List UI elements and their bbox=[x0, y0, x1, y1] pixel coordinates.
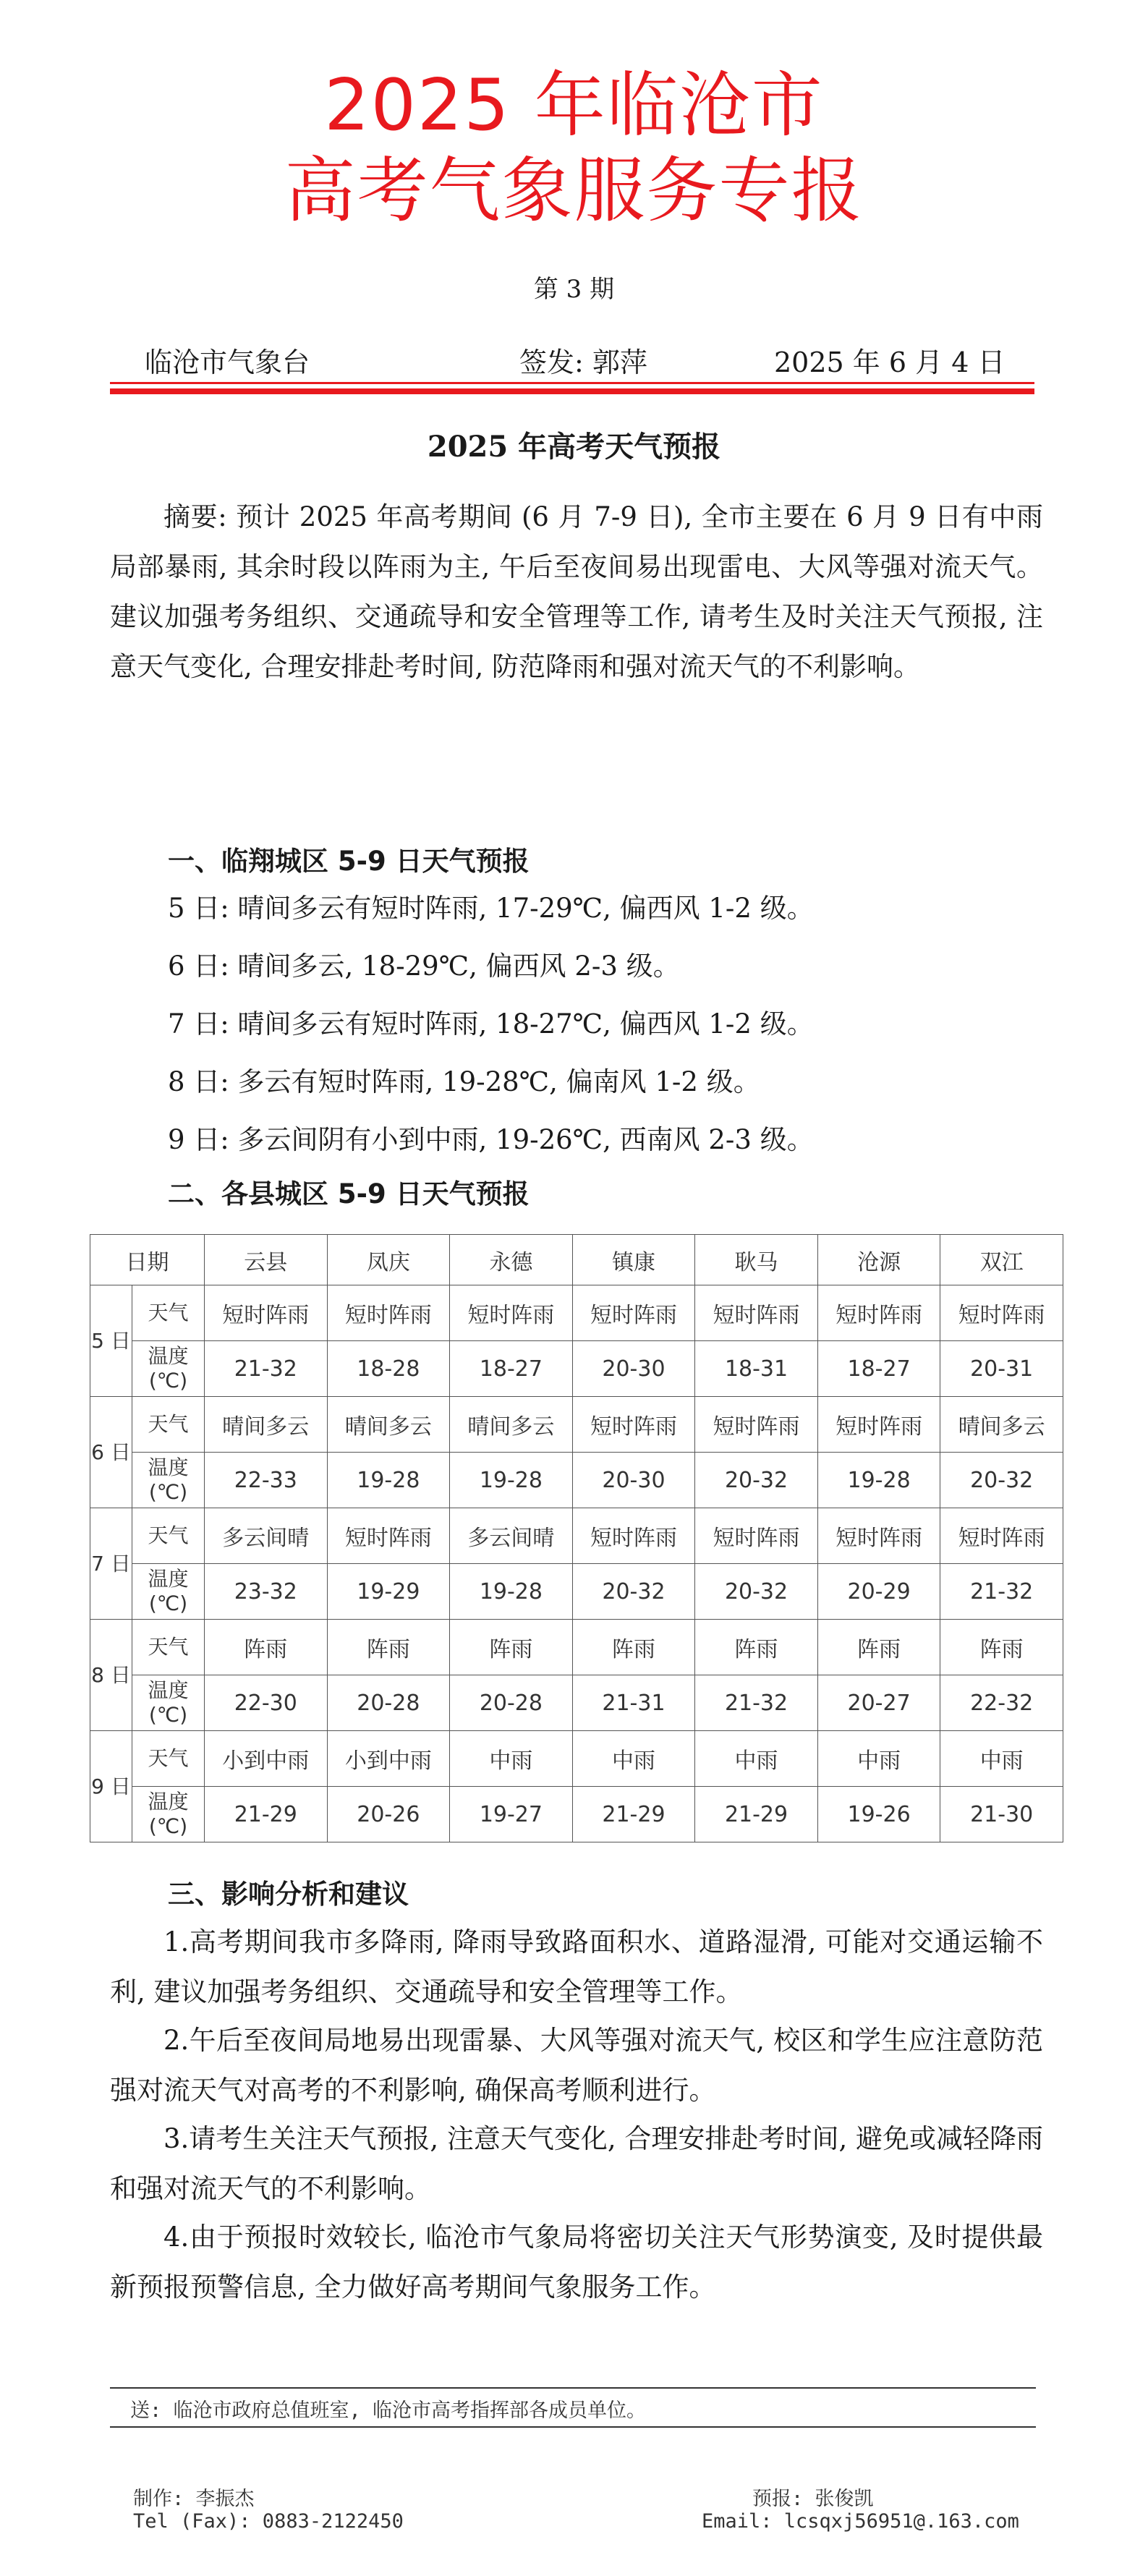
weather-cell: 阵雨 bbox=[817, 1620, 940, 1675]
county-header: 双江 bbox=[940, 1235, 1063, 1285]
weather-cell: 短时阵雨 bbox=[695, 1508, 818, 1564]
weather-cell: 晴间多云 bbox=[450, 1397, 573, 1453]
day-label: 9 日 bbox=[90, 1731, 132, 1842]
weather-cell: 小到中雨 bbox=[327, 1731, 450, 1787]
temperature-cell: 18-27 bbox=[450, 1341, 573, 1397]
temperature-cell: 18-27 bbox=[817, 1341, 940, 1397]
forecaster: 预报: 张俊凯 bbox=[752, 2488, 874, 2510]
weather-cell: 晴间多云 bbox=[327, 1397, 450, 1453]
temperature-cell: 22-33 bbox=[205, 1453, 328, 1508]
temperature-cell: 20-31 bbox=[940, 1341, 1063, 1397]
temperature-cell: 18-31 bbox=[695, 1341, 818, 1397]
weather-cell: 中雨 bbox=[940, 1731, 1063, 1787]
temperature-cell: 19-27 bbox=[450, 1787, 573, 1842]
temperature-label: 温度 (℃) bbox=[132, 1787, 205, 1842]
county-forecast-table bbox=[90, 1234, 1063, 1842]
weather-cell: 阵雨 bbox=[572, 1620, 695, 1675]
weather-cell: 多云间晴 bbox=[450, 1508, 573, 1564]
temperature-cell: 19-28 bbox=[450, 1453, 573, 1508]
weather-row bbox=[90, 1285, 1063, 1341]
city-forecast-line: 7 日: 晴间多云有短时阵雨, 18-27℃, 偏西风 1-2 级。 bbox=[168, 1008, 814, 1040]
weather-cell: 阵雨 bbox=[450, 1620, 573, 1675]
weather-cell: 中雨 bbox=[450, 1731, 573, 1787]
city-forecast-line: 9 日: 多云间阴有小到中雨, 19-26℃, 西南风 2-3 级。 bbox=[168, 1124, 814, 1155]
weather-row bbox=[90, 1731, 1063, 1787]
temperature-cell: 21-32 bbox=[205, 1341, 328, 1397]
county-header: 云县 bbox=[205, 1235, 328, 1285]
abstract-paragraph: 摘要: 预计 2025 年高考期间 (6 月 7-9 日), 全市主要在 6 月 9 日有中雨局部暴雨, 其余时段以阵雨为主, 午后至夜间易出现雷电、大风等强对流天气。建议加强考务组织、交通疏导和安全管理等工作, 请考生及时关注天气预报, 注意天气变化, 合理安排赴考时间, 防范降雨和强对流天气的不利影响。 bbox=[110, 501, 1043, 682]
temperature-cell: 20-32 bbox=[940, 1453, 1063, 1508]
temperature-cell: 23-32 bbox=[205, 1564, 328, 1620]
temperature-cell: 19-26 bbox=[817, 1787, 940, 1842]
temperature-row bbox=[90, 1787, 1063, 1842]
city-forecast-line: 5 日: 晴间多云有短时阵雨, 17-29℃, 偏西风 1-2 级。 bbox=[168, 893, 814, 924]
report-title-line2: 高考气象服务专报 bbox=[284, 150, 864, 232]
temperature-label: 温度 (℃) bbox=[132, 1675, 205, 1731]
temperature-cell: 19-28 bbox=[327, 1453, 450, 1508]
weather-cell: 短时阵雨 bbox=[572, 1285, 695, 1341]
header-divider-thin bbox=[110, 382, 1034, 384]
temperature-cell: 22-30 bbox=[205, 1675, 328, 1731]
temperature-cell: 20-32 bbox=[695, 1564, 818, 1620]
weather-cell: 短时阵雨 bbox=[695, 1397, 818, 1453]
weather-cell: 短时阵雨 bbox=[327, 1508, 450, 1564]
temperature-cell: 21-31 bbox=[572, 1675, 695, 1731]
report-title-line1: 2025 年临沧市 bbox=[324, 64, 824, 147]
weather-row bbox=[90, 1620, 1063, 1675]
weather-label: 天气 bbox=[132, 1285, 205, 1341]
county-header: 沧源 bbox=[817, 1235, 940, 1285]
header-divider-thick bbox=[110, 388, 1034, 394]
weather-cell: 阵雨 bbox=[695, 1620, 818, 1675]
weather-row bbox=[90, 1508, 1063, 1564]
weather-cell: 短时阵雨 bbox=[572, 1397, 695, 1453]
temperature-cell: 18-28 bbox=[327, 1341, 450, 1397]
weather-label: 天气 bbox=[132, 1731, 205, 1787]
issuing-organization: 临沧市气象台 bbox=[145, 347, 310, 378]
weather-cell: 小到中雨 bbox=[205, 1731, 328, 1787]
weather-cell: 中雨 bbox=[572, 1731, 695, 1787]
weather-cell: 短时阵雨 bbox=[817, 1508, 940, 1564]
section2-heading: 二、各县城区 5-9 日天气预报 bbox=[168, 1178, 530, 1210]
weather-cell: 短时阵雨 bbox=[817, 1397, 940, 1453]
issue-date: 2025 年 6 月 4 日 bbox=[774, 347, 1005, 378]
advice-item: 1.高考期间我市多降雨, 降雨导致路面积水、道路湿滑, 可能对交通运输不利, 建议加强考务组织、交通疏导和安全管理等工作。 bbox=[110, 1926, 1043, 2007]
weather-cell: 多云间晴 bbox=[205, 1508, 328, 1564]
temperature-cell: 21-29 bbox=[572, 1787, 695, 1842]
weather-label: 天气 bbox=[132, 1397, 205, 1453]
weather-cell: 短时阵雨 bbox=[572, 1508, 695, 1564]
county-header: 镇康 bbox=[572, 1235, 695, 1285]
weather-cell: 阵雨 bbox=[327, 1620, 450, 1675]
day-label: 8 日 bbox=[90, 1620, 132, 1731]
temperature-cell: 21-29 bbox=[205, 1787, 328, 1842]
advice-item: 3.请考生关注天气预报, 注意天气变化, 合理安排赴考时间, 避免或减轻降雨和强对流天气的不利影响。 bbox=[110, 2123, 1043, 2204]
temperature-cell: 21-32 bbox=[695, 1675, 818, 1731]
contact-email: Email: lcsqxj56951@.163.com bbox=[702, 2510, 1019, 2533]
temperature-cell: 19-28 bbox=[817, 1453, 940, 1508]
weather-cell: 阵雨 bbox=[940, 1620, 1063, 1675]
weather-cell: 晴间多云 bbox=[940, 1397, 1063, 1453]
weather-cell: 短时阵雨 bbox=[817, 1285, 940, 1341]
weather-cell: 短时阵雨 bbox=[695, 1285, 818, 1341]
temperature-cell: 22-32 bbox=[940, 1675, 1063, 1731]
weather-cell: 中雨 bbox=[817, 1731, 940, 1787]
temperature-label: 温度 (℃) bbox=[132, 1341, 205, 1397]
temperature-cell: 21-30 bbox=[940, 1787, 1063, 1842]
temperature-cell: 21-29 bbox=[695, 1787, 818, 1842]
temperature-cell: 20-29 bbox=[817, 1564, 940, 1620]
weather-row bbox=[90, 1397, 1063, 1453]
temperature-cell: 20-28 bbox=[327, 1675, 450, 1731]
day-label: 7 日 bbox=[90, 1508, 132, 1620]
temperature-cell: 20-32 bbox=[572, 1564, 695, 1620]
weather-cell: 晴间多云 bbox=[205, 1397, 328, 1453]
temperature-cell: 20-26 bbox=[327, 1787, 450, 1842]
document-title: 2025 年高考天气预报 bbox=[427, 430, 721, 464]
temperature-cell: 19-28 bbox=[450, 1564, 573, 1620]
county-header: 凤庆 bbox=[327, 1235, 450, 1285]
weather-cell: 短时阵雨 bbox=[327, 1285, 450, 1341]
temperature-cell: 20-30 bbox=[572, 1453, 695, 1508]
weather-label: 天气 bbox=[132, 1620, 205, 1675]
issue-number: 第 3 期 bbox=[533, 275, 615, 304]
advice-item: 2.午后至夜间局地易出现雷暴、大风等强对流天气, 校区和学生应注意防范强对流天气对高考的不利影响, 确保高考顺利进行。 bbox=[110, 2025, 1043, 2106]
weather-cell: 阵雨 bbox=[205, 1620, 328, 1675]
table-header-row bbox=[90, 1235, 1063, 1285]
temperature-cell: 19-29 bbox=[327, 1564, 450, 1620]
weather-cell: 中雨 bbox=[695, 1731, 818, 1787]
signer: 签发: 郭萍 bbox=[519, 347, 647, 378]
temperature-row bbox=[90, 1341, 1063, 1397]
footer-divider-bottom bbox=[110, 2426, 1036, 2428]
distribution-list: 送: 临沧市政府总值班室, 临沧市高考指挥部各成员单位。 bbox=[130, 2399, 647, 2422]
day-label: 6 日 bbox=[90, 1397, 132, 1508]
weather-cell: 短时阵雨 bbox=[205, 1285, 328, 1341]
temperature-row bbox=[90, 1564, 1063, 1620]
temperature-cell: 20-30 bbox=[572, 1341, 695, 1397]
maker: 制作: 李振杰 bbox=[133, 2488, 255, 2510]
contact-phone: Tel (Fax): 0883-2122450 bbox=[133, 2510, 404, 2533]
city-forecast-line: 8 日: 多云有短时阵雨, 19-28℃, 偏南风 1-2 级。 bbox=[168, 1066, 760, 1097]
section1-heading: 一、临翔城区 5-9 日天气预报 bbox=[168, 846, 530, 877]
section3-heading: 三、影响分析和建议 bbox=[168, 1879, 409, 1910]
county-header: 耿马 bbox=[695, 1235, 818, 1285]
footer-divider-top bbox=[110, 2387, 1036, 2389]
temperature-cell: 21-32 bbox=[940, 1564, 1063, 1620]
weather-cell: 短时阵雨 bbox=[940, 1508, 1063, 1564]
temperature-label: 温度 (℃) bbox=[132, 1564, 205, 1620]
temperature-cell: 20-27 bbox=[817, 1675, 940, 1731]
city-forecast-line: 6 日: 晴间多云, 18-29℃, 偏西风 2-3 级。 bbox=[168, 951, 680, 982]
advice-item: 4.由于预报时效较长, 临沧市气象局将密切关注天气形势演变, 及时提供最新预报预警信息, 全力做好高考期间气象服务工作。 bbox=[110, 2222, 1043, 2303]
temperature-cell: 20-28 bbox=[450, 1675, 573, 1731]
temperature-cell: 20-32 bbox=[695, 1453, 818, 1508]
date-column-header: 日期 bbox=[90, 1235, 205, 1285]
weather-label: 天气 bbox=[132, 1508, 205, 1564]
temperature-label: 温度 (℃) bbox=[132, 1453, 205, 1508]
weather-cell: 短时阵雨 bbox=[940, 1285, 1063, 1341]
county-header: 永德 bbox=[450, 1235, 573, 1285]
weather-cell: 短时阵雨 bbox=[450, 1285, 573, 1341]
temperature-row bbox=[90, 1453, 1063, 1508]
day-label: 5 日 bbox=[90, 1285, 132, 1397]
temperature-row bbox=[90, 1675, 1063, 1731]
